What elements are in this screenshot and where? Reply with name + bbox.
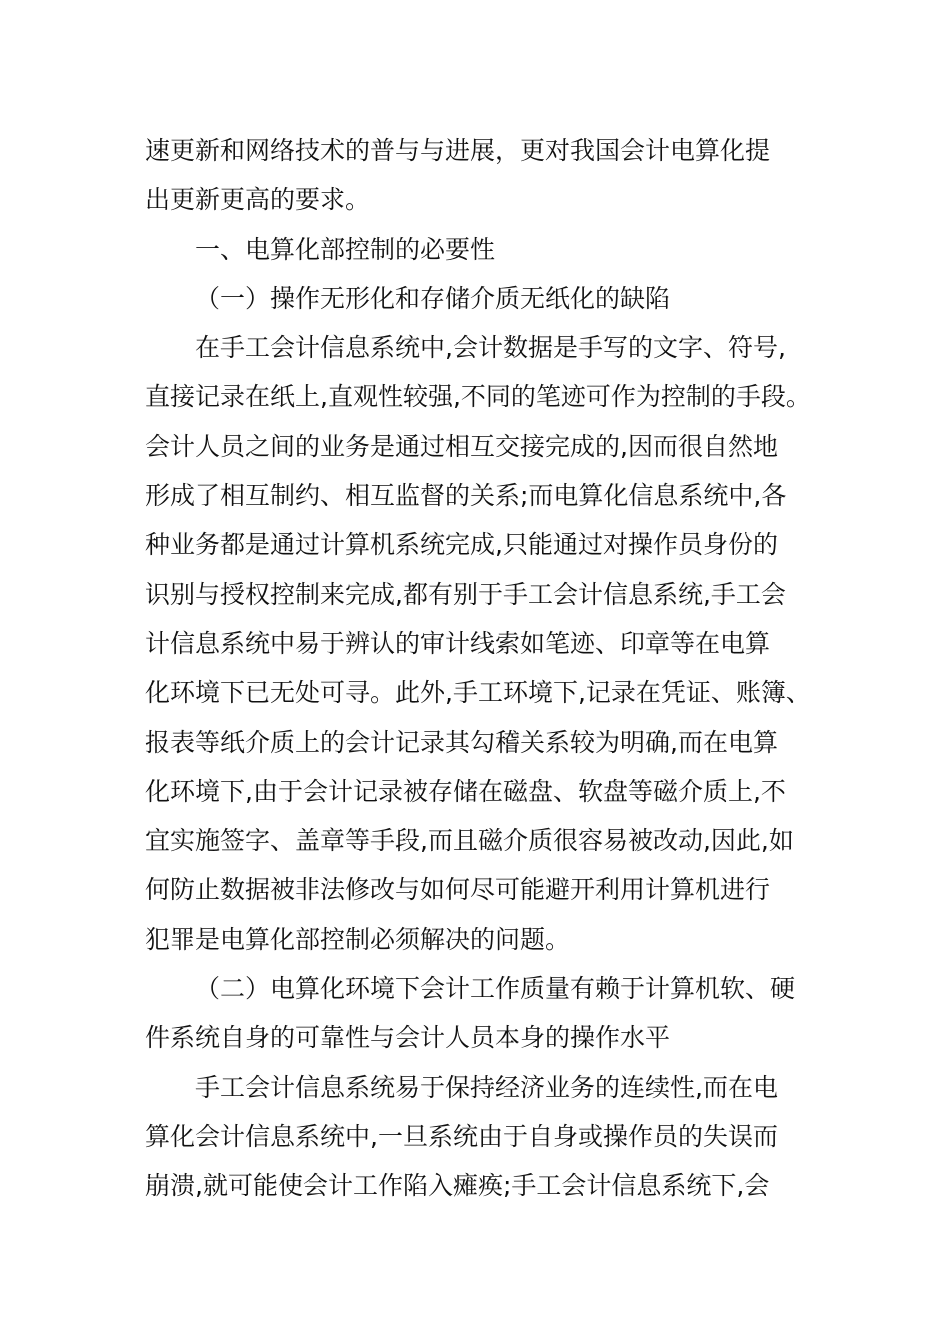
text-line: 何防止数据被非法修改与如何尽可能避开利用计算机进行 [145,875,771,905]
subsection-heading: （一）操作无形化和存储介质无纸化的缺陷 [195,283,671,313]
text-line: 报表等纸介质上的会计记录其勾稽关系较为明确,而在电算 [145,727,778,757]
text-line: 识别与授权控制来完成,都有别于手工会计信息系统,手工会 [145,579,786,609]
text-line: 速更新和网络技术的普与与进展，更对我国会计电算化提 [145,136,771,165]
body-text [145,126,815,1211]
text-line: 形成了相互制约、相互监督的关系;而电算化信息系统中,各 [145,481,787,511]
text-line: 计信息系统中易于辨认的审计线索如笔迹、印章等在电算 [145,628,771,658]
text-line: 直接记录在纸上,直观性较强,不同的笔迹可作为控制的手段。 [145,382,811,412]
text-line: 算化会计信息系统中,一旦系统由于自身或操作员的失误而 [145,1121,778,1151]
section-heading: 一、电算化部控制的必要性 [195,234,496,264]
subsection-heading-continued: 件系统自身的可靠性与会计人员本身的操作水平 [145,1023,671,1053]
text-line: 宜实施签字、盖章等手段,而且磁介质很容易被改动,因此,如 [145,826,794,856]
text-line: 化环境下,由于会计记录被存储在磁盘、软盘等磁介质上,不 [145,776,786,806]
text-line: 出更新更高的要求。 [145,185,371,215]
text-line: 在手工会计信息系统中,会计数据是手写的文字、符号, [195,333,786,363]
text-line: 会计人员之间的业务是通过相互交接完成的,因而很自然地 [145,431,778,461]
text-line: 种业务都是通过计算机系统完成,只能通过对操作员身份的 [145,530,778,560]
text-line: 化环境下已无处可寻。此外,手工环境下,记录在凭证、账簿、 [145,678,811,708]
text-line: 犯罪是电算化部控制必须解决的问题。 [145,924,571,954]
subsection-heading: （二）电算化环境下会计工作质量有赖于计算机软、硬 [195,974,796,1004]
text-line: 手工会计信息系统易于保持经济业务的连续性,而在电 [195,1072,778,1102]
text-line: 崩溃,就可能使会计工作陷入瘫痪;手工会计信息系统下,会 [145,1171,770,1201]
